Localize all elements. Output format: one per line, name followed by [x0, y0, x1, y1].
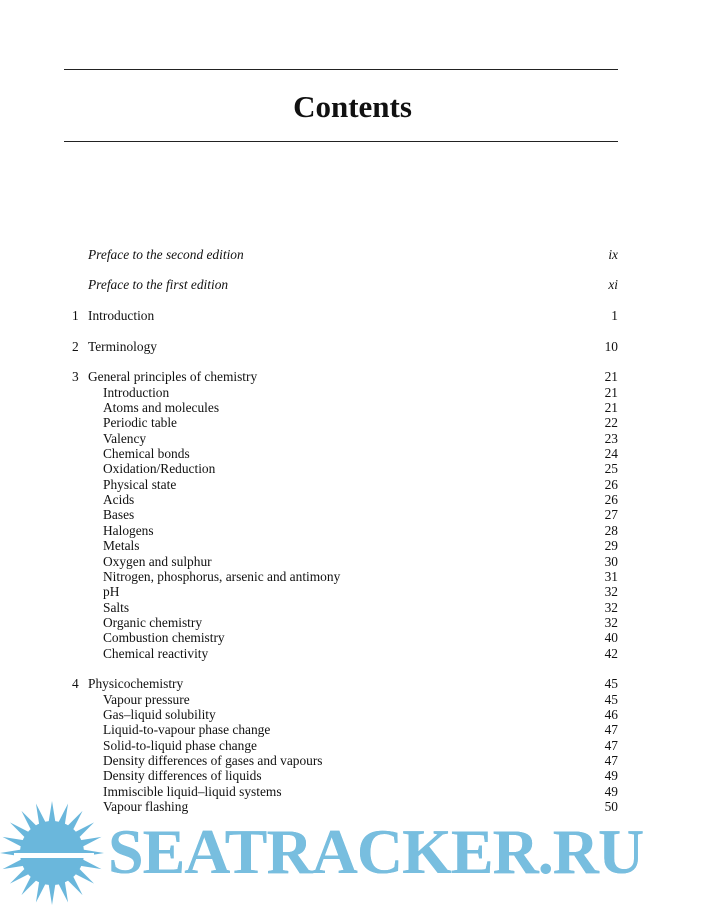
toc-subentry[interactable]: [0, 385, 705, 401]
page-number: 49: [604, 768, 618, 783]
entry-title: Vapour flashing: [103, 799, 189, 814]
toc-subentry[interactable]: [0, 477, 705, 493]
entry-title: Periodic table: [103, 415, 177, 430]
page-number: 21: [604, 400, 618, 415]
toc-subentry[interactable]: [0, 461, 705, 477]
page-number: 42: [604, 646, 618, 661]
page-number: 45: [604, 692, 618, 707]
entry-title: Density differences of gases and vapours: [103, 753, 323, 768]
entry-title: Bases: [103, 507, 135, 522]
toc-entry[interactable]: [0, 369, 705, 385]
entry-title: Gas–liquid solubility: [103, 707, 216, 722]
page-number: 40: [604, 630, 618, 645]
page-number: 21: [604, 369, 618, 384]
toc-subentry[interactable]: [0, 615, 705, 631]
entry-title: Immiscible liquid–liquid systems: [103, 784, 282, 799]
entry-title: Chemical bonds: [103, 446, 190, 461]
toc-subentry[interactable]: [0, 692, 705, 708]
entry-title: Oxygen and sulphur: [103, 554, 212, 569]
entry-title: Metals: [103, 538, 140, 553]
toc-subentry[interactable]: [0, 523, 705, 539]
page-number: 27: [604, 507, 618, 522]
entry-title: Preface to the first edition: [88, 277, 229, 292]
entry-title: General principles of chemistry: [88, 369, 258, 384]
toc-subentry[interactable]: [0, 768, 705, 784]
page-number: 1: [611, 308, 618, 323]
entry-title: Salts: [103, 600, 130, 615]
toc-subentry[interactable]: [0, 784, 705, 800]
toc-subentry[interactable]: [0, 554, 705, 570]
chapter-number: 3: [72, 369, 79, 384]
toc-subentry[interactable]: [0, 538, 705, 554]
entry-title: Valency: [103, 431, 147, 446]
entry-title: Physicochemistry: [88, 676, 184, 691]
entry-title: Oxidation/Reduction: [103, 461, 216, 476]
page-number: 31: [604, 569, 618, 584]
entry-title: Density differences of liquids: [103, 768, 262, 783]
page-number: ix: [608, 247, 618, 262]
entry-title: Introduction: [88, 308, 155, 323]
toc-entry[interactable]: [0, 277, 705, 293]
page-number: 32: [604, 615, 618, 630]
toc-subentry[interactable]: [0, 569, 705, 585]
toc-subentry[interactable]: [0, 492, 705, 508]
page-number: 22: [604, 415, 618, 430]
page-number: 47: [604, 722, 618, 737]
entry-title: Terminology: [88, 339, 157, 354]
page-number: 45: [604, 676, 618, 691]
toc-subentry[interactable]: [0, 630, 705, 646]
toc-subentry[interactable]: [0, 600, 705, 616]
page-title: Contents: [293, 89, 412, 124]
chapter-number: 1: [72, 308, 79, 323]
page-number: 25: [604, 461, 618, 476]
page-number: 32: [604, 600, 618, 615]
entry-title: Nitrogen, phosphorus, arsenic and antimony: [103, 569, 341, 584]
page-number: 26: [604, 477, 618, 492]
page-number: 23: [604, 431, 618, 446]
entry-title: pH: [103, 584, 120, 599]
toc-subentry[interactable]: [0, 431, 705, 447]
toc-subentry[interactable]: [0, 415, 705, 431]
entry-title: Vapour pressure: [103, 692, 190, 707]
toc-subentry[interactable]: [0, 446, 705, 462]
toc-subentry[interactable]: [0, 707, 705, 723]
toc-subentry[interactable]: [0, 584, 705, 600]
toc-subentry[interactable]: [0, 646, 705, 662]
page-number: 21: [604, 385, 618, 400]
chapter-number: 2: [72, 339, 79, 354]
toc-entry[interactable]: [0, 247, 705, 263]
page-number: 24: [604, 446, 618, 461]
toc-entry[interactable]: [0, 339, 705, 355]
entry-title: Liquid-to-vapour phase change: [103, 722, 271, 737]
toc-subentry[interactable]: [0, 753, 705, 769]
entry-title: Combustion chemistry: [103, 630, 225, 645]
entry-title: Organic chemistry: [103, 615, 203, 630]
top-rule: [64, 69, 618, 70]
entry-title: Preface to the second edition: [88, 247, 244, 262]
page-number: xi: [608, 277, 618, 292]
toc-entry[interactable]: [0, 308, 705, 324]
page-number: 30: [604, 554, 618, 569]
page-number: 49: [604, 784, 618, 799]
entry-title: Acids: [103, 492, 135, 507]
bottom-rule: [64, 141, 618, 142]
toc-subentry[interactable]: [0, 400, 705, 416]
toc-subentry[interactable]: [0, 722, 705, 738]
entry-title: Solid-to-liquid phase change: [103, 738, 257, 753]
toc-entry[interactable]: [0, 676, 705, 692]
entry-title: Halogens: [103, 523, 154, 538]
entry-title: Atoms and molecules: [103, 400, 220, 415]
page-number: 10: [604, 339, 618, 354]
page-number: 50: [604, 799, 618, 814]
page-number: 26: [604, 492, 618, 507]
page-number: 32: [604, 584, 618, 599]
page-number: 46: [604, 707, 618, 722]
entry-title: Physical state: [103, 477, 177, 492]
page-number: 47: [604, 738, 618, 753]
toc-subentry[interactable]: [0, 507, 705, 523]
toc-subentry[interactable]: [0, 738, 705, 754]
chapter-number: 4: [72, 676, 79, 691]
entry-title: Introduction: [103, 385, 170, 400]
entry-title: Chemical reactivity: [103, 646, 209, 661]
page-number: 28: [604, 523, 618, 538]
page-number: 29: [604, 538, 618, 553]
watermark-text: SEATRACKER.RU: [108, 816, 644, 887]
page-number: 47: [604, 753, 618, 768]
